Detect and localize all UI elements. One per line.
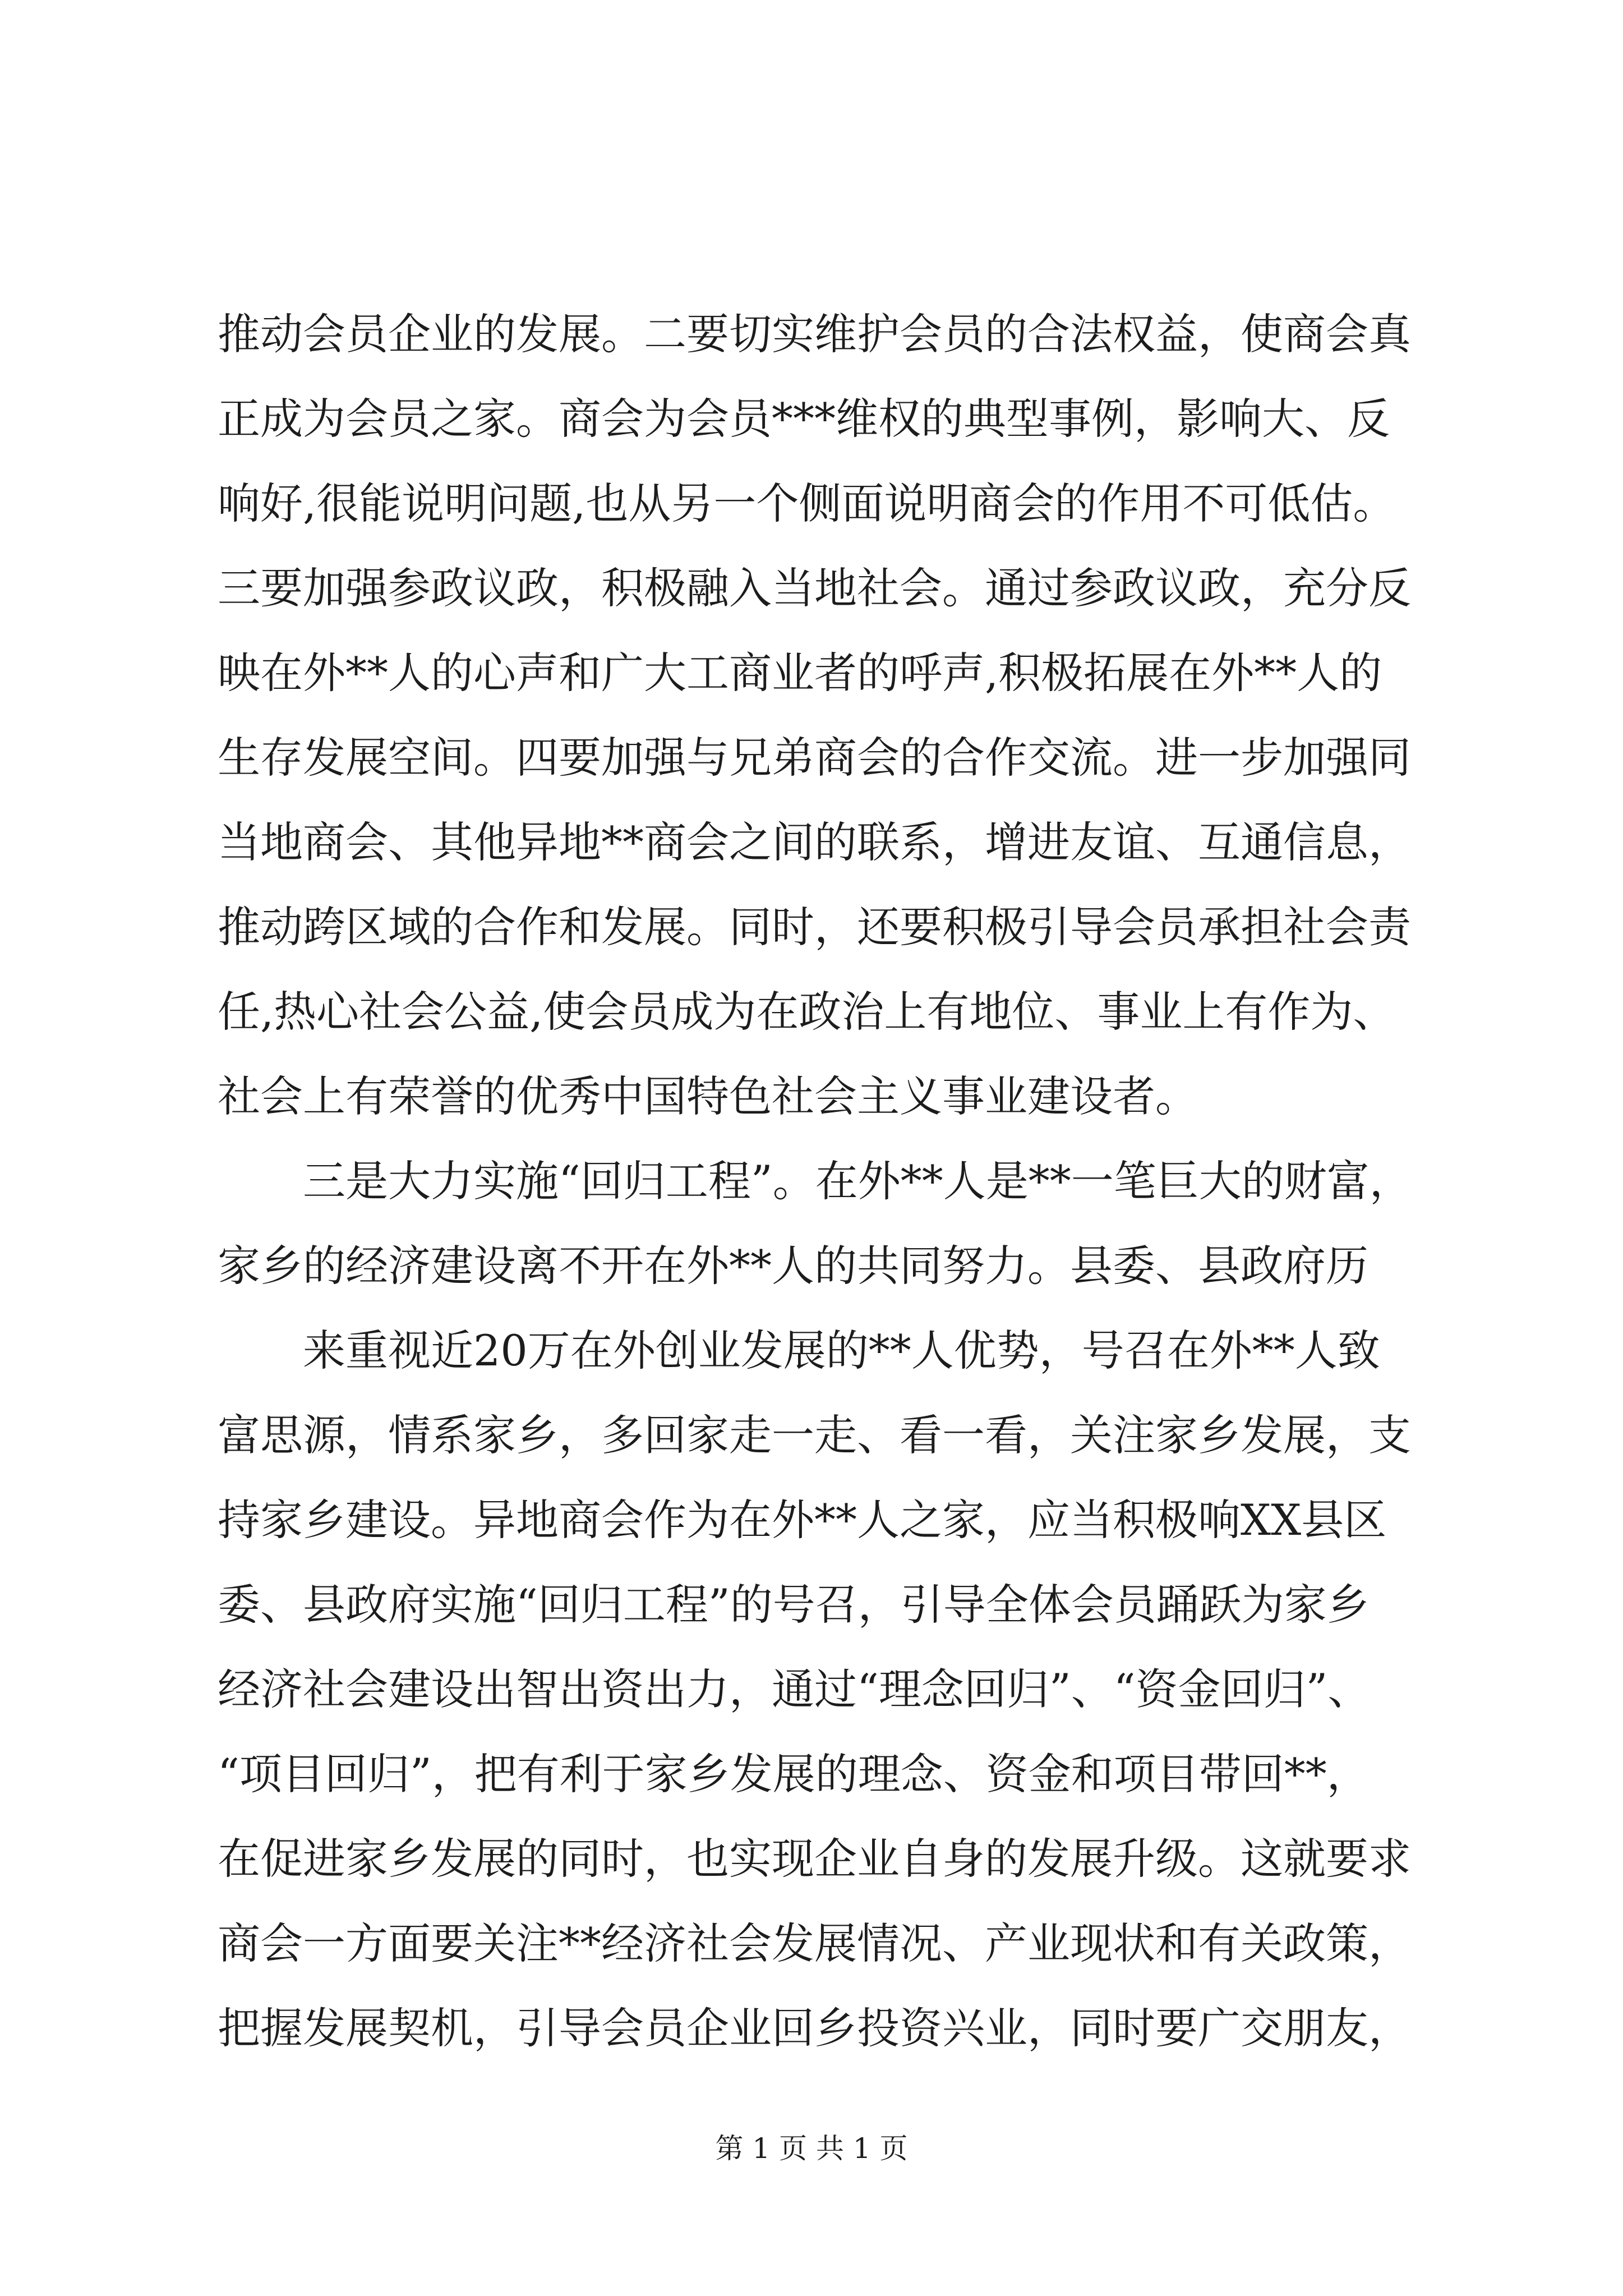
text-line-5: 映在外**人的心声和广大工商业者的呼声,积极拓展在外**人的 xyxy=(218,648,1382,698)
text-line-4: 三要加强参政议政，积极融入当地社会。通过参政议政，充分反 xyxy=(218,563,1411,613)
text-line-13: 来重视近20万在外创业发展的**人优势，号召在外**人致 xyxy=(303,1326,1380,1375)
text-line-10: 社会上有荣誉的优秀中国特色社会主义事业建设者。 xyxy=(218,1071,1198,1121)
text-line-9: 任,热心社会公益,使会员成为在政治上有地位、事业上有作为、 xyxy=(218,987,1396,1037)
text-line-21: 把握发展契机，引导会员企业回乡投资兴业，同时要广交朋友， xyxy=(218,2003,1411,2053)
text-line-6: 生存发展空间。四要加强与兄弟商会的合作交流。进一步加强同 xyxy=(218,733,1411,783)
text-line-8: 推动跨区域的合作和发展。同时，还要积极引导会员承担社会责 xyxy=(218,902,1411,952)
text-line-16: 委、县政府实施“回归工程”的号召，引导全体会员踊跃为家乡 xyxy=(218,1580,1370,1630)
text-line-11: 三是大力实施“回归工程”。在外**人是**一笔巨大的财富， xyxy=(303,1156,1412,1206)
page-footer xyxy=(0,2132,1623,2165)
text-line-1: 推动会员企业的发展。二要切实维护会员的合法权益，使商会真 xyxy=(218,309,1411,359)
text-line-2: 正成为会员之家。商会为会员***维权的典型事例，影响大、反 xyxy=(218,394,1390,444)
text-line-12: 家乡的经济建设离不开在外**人的共同努力。县委、县政府历 xyxy=(218,1241,1368,1291)
text-line-20: 商会一方面要关注**经济社会发展情况、产业现状和有关政策， xyxy=(218,1918,1411,1968)
text-line-19: 在促进家乡发展的同时，也实现企业自身的发展升级。这就要求 xyxy=(218,1834,1411,1884)
text-line-18: “项目回归”，把有利于家乡发展的理念、资金和项目带回**， xyxy=(218,1749,1370,1799)
page-number-label: 第 1 页 共 1 页 xyxy=(715,2132,908,2165)
text-line-14: 富思源，情系家乡，多回家走一走、看一看，关注家乡发展，支 xyxy=(218,1410,1411,1460)
text-line-3: 响好,很能说明问题,也从另一个侧面说明商会的作用不可低估。 xyxy=(218,478,1396,528)
text-line-7: 当地商会、其他异地**商会之间的联系，增进友谊、互通信息， xyxy=(218,817,1411,867)
text-line-17: 经济社会建设出智出资出力，通过“理念回归”、“资金回归”、 xyxy=(218,1664,1371,1714)
body-text xyxy=(218,292,1412,2070)
text-line-15: 持家乡建设。异地商会作为在外**人之家，应当积极响XX县区 xyxy=(218,1495,1387,1545)
